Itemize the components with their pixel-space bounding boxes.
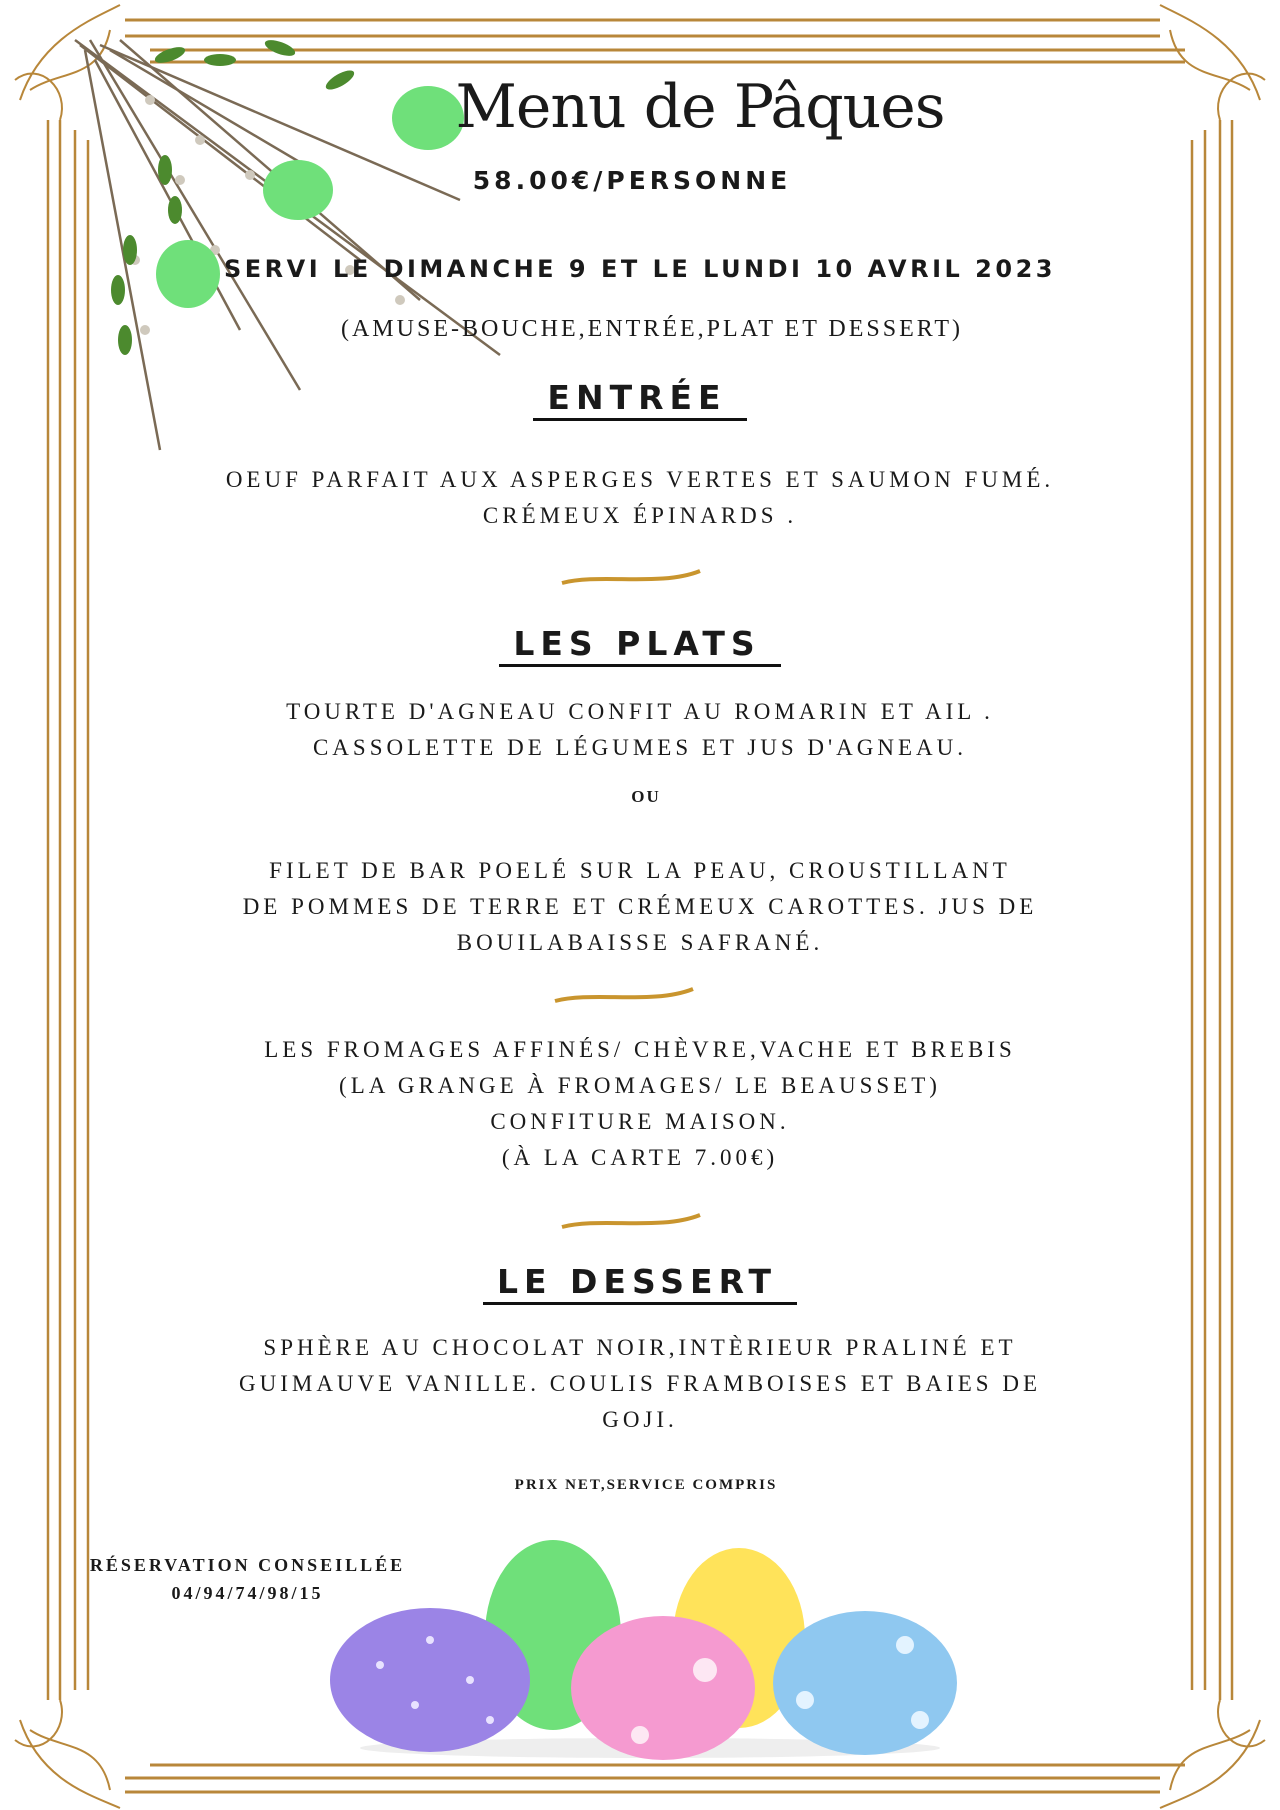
gold-swash-divider xyxy=(553,983,703,1007)
cheese-line: (À LA CARTE 7.00€) xyxy=(501,1145,779,1170)
courses-included: (AMUSE-BOUCHE,ENTRÉE,PLAT ET DESSERT) xyxy=(340,316,963,342)
service-dates: SERVI LE DIMANCHE 9 ET LE LUNDI 10 AVRIL 2023 xyxy=(224,255,1056,283)
plat-option-2 xyxy=(0,853,1280,961)
entree-heading xyxy=(0,378,1280,421)
price-per-person: 58.00€/PERSONNE xyxy=(472,166,792,195)
entree-line: OEUF PARFAIT AUX ASPERGES VERTES ET SAUMON FUMÉ. xyxy=(225,467,1055,492)
price-note: PRIX NET,SERVICE COMPRIS xyxy=(514,1477,778,1493)
plats-heading xyxy=(0,624,1280,667)
entree-line: CRÉMEUX ÉPINARDS . xyxy=(482,503,798,528)
plat-line: CASSOLETTE DE LÉGUMES ET JUS D'AGNEAU. xyxy=(312,735,968,760)
or-separator: OU xyxy=(631,787,661,806)
easter-eggs-illustration xyxy=(320,1520,980,1760)
reservation-label: RÉSERVATION CONSEILLÉE xyxy=(89,1555,406,1575)
dessert-heading-text: LE DESSERT xyxy=(483,1262,797,1305)
gold-swash-divider xyxy=(560,565,710,589)
dessert-line: SPHÈRE AU CHOCOLAT NOIR,INTÈRIEUR PRALINÉ ET xyxy=(263,1335,1017,1360)
dessert-heading xyxy=(0,1262,1280,1305)
plat-line: FILET DE BAR POELÉ SUR LA PEAU, CROUSTILLANT xyxy=(269,858,1011,883)
phone-number: 04/94/74/98/15 xyxy=(171,1583,324,1603)
dessert-description xyxy=(0,1330,1280,1438)
menu-title: Menu de Pâques xyxy=(455,72,945,142)
plat-line: BOUILABAISSE SAFRANÉ. xyxy=(456,930,824,955)
cheese-line: CONFITURE MAISON. xyxy=(490,1109,790,1134)
entree-heading-text: ENTRÉE xyxy=(533,378,746,421)
cheese-line: LES FROMAGES AFFINÉS/ CHÈVRE,VACHE ET BREBIS xyxy=(264,1037,1016,1062)
plats-heading-text: LES PLATS xyxy=(499,624,780,667)
dessert-line: GOJI. xyxy=(602,1407,678,1432)
dessert-line: GUIMAUVE VANILLE. COULIS FRAMBOISES ET BAIES DE xyxy=(238,1371,1041,1396)
plat-line: DE POMMES DE TERRE ET CRÉMEUX CAROTTES. JUS DE xyxy=(242,894,1038,919)
plat-line: TOURTE D'AGNEAU CONFIT AU ROMARIN ET AIL . xyxy=(286,699,994,724)
gold-swash-divider xyxy=(560,1209,710,1233)
plat-option-1 xyxy=(0,694,1280,766)
cheese-line: (LA GRANGE À FROMAGES/ LE BEAUSSET) xyxy=(339,1073,941,1098)
cheese-course xyxy=(0,1032,1280,1176)
entree-description xyxy=(0,462,1280,534)
